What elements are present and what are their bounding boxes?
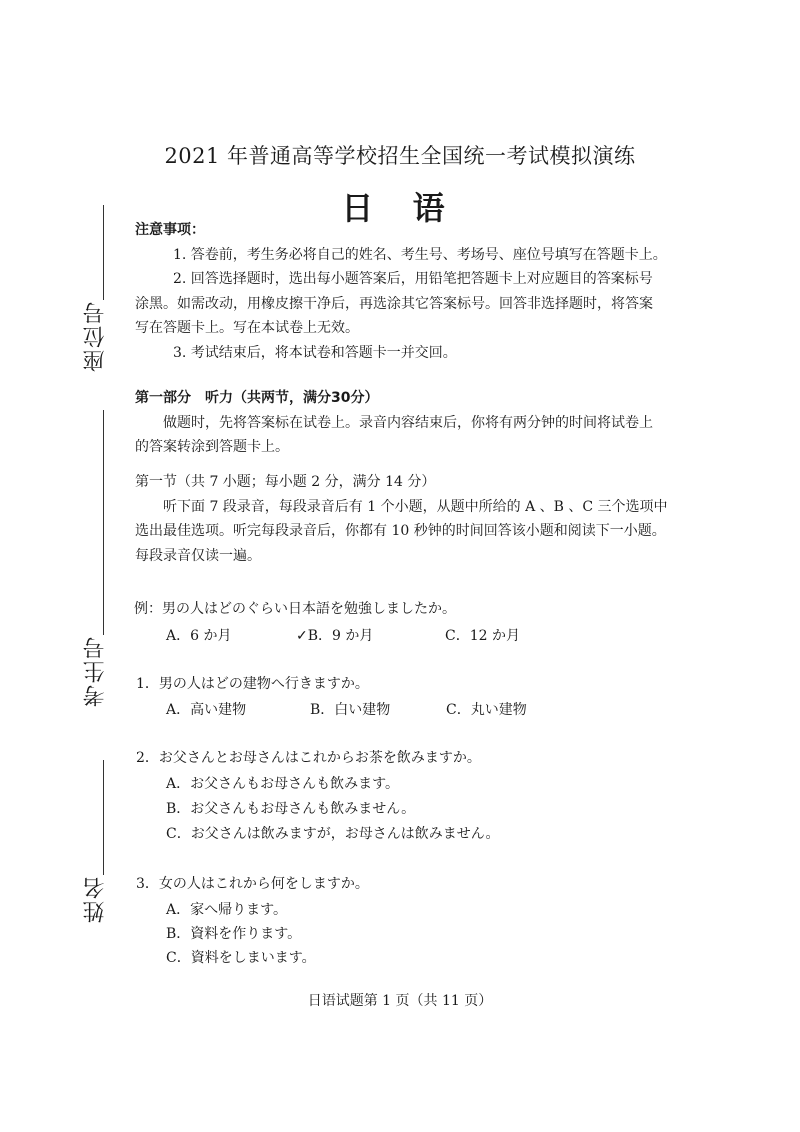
question-stem: 2．お父さんとお母さんはこれからお茶を飲みますか。 bbox=[136, 750, 481, 766]
notes-item-2-line-1: 2. 回答选择题时，选出每小题答案后，用铅笔把答题卡上对应题目的答案标号 bbox=[173, 271, 653, 287]
question-stem: 3．女の人はこれから何をしますか。 bbox=[136, 876, 369, 892]
name-label: 姓名 bbox=[83, 875, 108, 923]
seat-write-line bbox=[103, 205, 104, 300]
notes-section bbox=[135, 218, 675, 365]
question-option-b: B．白い建物 bbox=[310, 702, 391, 718]
question-option-c: C．お父さんは飲みますが，お母さんは飲みません。 bbox=[166, 826, 500, 842]
page-footer: 日语试题第 1 页（共 11 页） bbox=[307, 993, 493, 1009]
exam-title: 2021 年普通高等学校招生全国统一考试模拟演练 bbox=[164, 144, 636, 168]
notes-heading: 注意事项： bbox=[135, 222, 205, 238]
question-option-c: C．資料をしまいます。 bbox=[166, 950, 316, 966]
question-option-a: A．家へ帰ります。 bbox=[166, 902, 287, 918]
part1-section bbox=[135, 386, 675, 460]
part1-heading: 第一部分 听力（共两节，满分30分） bbox=[135, 390, 379, 406]
question-option-a: A．高い建物 bbox=[166, 702, 247, 718]
name-write-line bbox=[103, 760, 104, 875]
question-option-c: C．丸い建物 bbox=[446, 702, 527, 718]
section1-instruction-line-3: 每段录音仅读一遍。 bbox=[135, 547, 261, 564]
seat-label: 座位号 bbox=[83, 300, 108, 372]
example-option-b: ✓B．9 か月 bbox=[296, 628, 374, 644]
notes-item-1: 1. 答卷前，考生务必将自己的姓名、考生号、考场号、座位号填写在答题卡上。 bbox=[173, 246, 667, 263]
part1-instruction-line-1: 做题时，先将答案标在试卷上。录音内容结束后，你将有两分钟的时间将试卷上 bbox=[163, 414, 653, 431]
exam-no-label: 考生号 bbox=[83, 635, 108, 707]
subject-title: 日 语 bbox=[341, 189, 459, 227]
question-option-b: B．資料を作ります。 bbox=[166, 926, 302, 942]
question-option-b: B．お父さんもお母さんも飲みません。 bbox=[166, 801, 416, 817]
notes-item-2-line-2: 涂黑。如需改动，用橡皮擦干净后，再选涂其它答案标号。回答非选择题时，将答案 bbox=[135, 295, 653, 312]
example-option-c: C．12 か月 bbox=[445, 628, 520, 644]
exam-no-write-line bbox=[103, 410, 104, 635]
section1 bbox=[135, 470, 675, 568]
question-option-a: A．お父さんもお母さんも飲みます。 bbox=[166, 776, 399, 792]
example-stem: 例：男の人はどのぐらい日本語を勉強しましたか。 bbox=[134, 601, 456, 617]
section1-instruction-line-2: 选出最佳选项。听完每段录音后，你都有 10 秒钟的时间回答该小题和阅读下一小题。 bbox=[135, 523, 666, 539]
question-stem: 1．男の人はどの建物へ行きますか。 bbox=[136, 676, 369, 692]
notes-item-3: 3. 考试结束后，将本试卷和答题卡一并交回。 bbox=[173, 344, 457, 361]
part1-instruction-line-2: 的答案转涂到答题卡上。 bbox=[135, 439, 289, 455]
notes-item-2-line-3: 写在答题卡上。写在本试卷上无效。 bbox=[135, 320, 359, 336]
section1-heading: 第一节（共 7 小题；每小题 2 分，满分 14 分） bbox=[135, 474, 436, 490]
example-option-a: A．6 か月 bbox=[166, 628, 232, 644]
section1-instruction-line-1: 听下面 7 段录音，每段录音后有 1 个小题，从题中所给的 A 、B 、C 三个选项中 bbox=[163, 498, 668, 515]
